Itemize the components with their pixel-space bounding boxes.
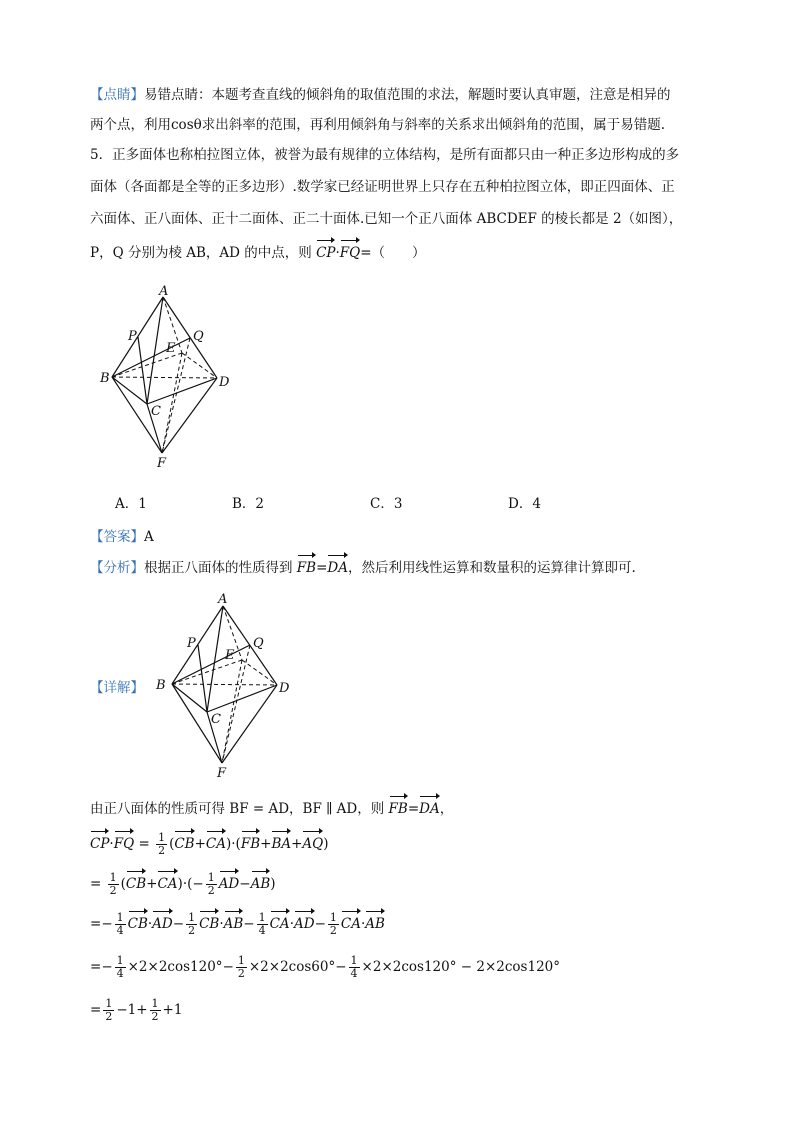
frac-den: 2 [109, 884, 117, 897]
question-line-3 [90, 209, 682, 229]
frac-num: 1 [151, 997, 159, 1010]
answer-value: A [144, 529, 154, 545]
analysis-line [90, 558, 636, 578]
eq-op-2: = [407, 801, 420, 817]
frac-den: 2 [207, 884, 215, 897]
label-C: C [151, 404, 161, 419]
vector-BA-s1: BA [271, 836, 292, 852]
frac-den: 2 [158, 844, 166, 857]
label-Q: Q [193, 329, 204, 344]
frac-num: 1 [105, 997, 113, 1010]
question-text-1: 5．正多面体也称柏拉图立体，被誉为最有规律的立体结构，是所有面都只由一种正多边形构成的多 [90, 147, 680, 163]
vector-CB-s1: CB [174, 836, 195, 852]
minus-s3b: − [172, 916, 185, 932]
vector-AB-s2: AB [250, 876, 271, 892]
eq-s1: = [138, 836, 150, 852]
frac-num: 1 [116, 911, 124, 924]
vector-FB-s1: FB [240, 836, 261, 852]
frac-num: 1 [329, 911, 337, 924]
frac-half-s2 [108, 872, 119, 897]
question-line-4 [90, 243, 426, 263]
label-B: B [100, 371, 110, 386]
vector-CB-s3b: CB [199, 916, 220, 932]
detail-step-5: = $\frac{1}{2}$ −1+ $\frac{1}{2}$ +1 [90, 997, 183, 1023]
question-blank: =（ ） [360, 245, 426, 261]
vector-CB-s2: CB [125, 876, 147, 892]
answer-label: 【答案】 [90, 529, 144, 545]
tip-line-2 [90, 115, 665, 135]
label-D: D [219, 375, 230, 390]
eq-op: = [316, 560, 328, 576]
detail-step-2: = $\frac{1}{2}$ (CB+CA)·(− $\frac{1}{2}$ AD−AB) [90, 871, 276, 897]
tip-text-2: 两个点，利用cosθ求出斜率的范围，再利用倾斜角与斜率的关系求出倾斜角的范围，属于易错题. [90, 117, 666, 133]
analysis-label: 【分析】 [90, 560, 144, 576]
option-d[interactable]: D．4 [508, 496, 541, 512]
label-A: A [159, 285, 169, 299]
frac-half-s2b [206, 872, 217, 897]
frac-den: 2 [105, 1010, 113, 1023]
vector-CB-s3a: CB [127, 916, 148, 932]
label-A-2: A [218, 592, 228, 607]
question-text-3: 六面体、正八面体、正十二面体、正二十面体.已知一个正八面体 ABCDEF 的棱长都是 2（如图）， [90, 211, 683, 227]
frac-quarter-s3c [257, 912, 268, 937]
label-P: P [128, 329, 137, 344]
question-text-2: 面体（各面都是全等的正多边形）.数学家已经证明世界上只存在五种柏拉图立体，即正四面体、正 [90, 179, 675, 195]
frac-quarter-s3a [115, 912, 126, 937]
frac-num: 1 [116, 954, 124, 967]
question-line-2 [90, 177, 675, 197]
vector-CP-s1: CP [90, 836, 110, 852]
detail-label-line [90, 678, 144, 698]
frac-quarter-s4a [115, 955, 126, 980]
minus-s3d: − [314, 916, 326, 932]
detail-label: 【详解】 [90, 680, 144, 696]
frac-num: 1 [188, 911, 196, 924]
vector-AD-s3c: AD [293, 916, 315, 932]
dot-op: · [335, 245, 340, 261]
minus-s2b: − [239, 876, 251, 892]
label-E-2: E [225, 648, 235, 663]
tip-text-1: 易错点睛：本题考查直线的倾斜角的取值范围的求法，解题时要认真审题，注意是相异的 [144, 87, 671, 103]
question-text-4: P，Q 分别为棱 AB，AD 的中点，则 [90, 245, 317, 261]
vector-FB: FB [296, 560, 317, 576]
vector-FB-2: FB [388, 801, 408, 817]
frac-half-s5a [103, 998, 114, 1023]
vector-AQ-s1: AQ [302, 836, 324, 852]
option-a[interactable]: A．1 [115, 496, 147, 512]
minus-s4b: − [222, 959, 234, 975]
frac-den: 2 [151, 1010, 159, 1023]
dot-s1: · [109, 836, 114, 852]
frac-num: 1 [350, 954, 358, 967]
frac-num: 1 [109, 871, 117, 884]
option-c[interactable]: C．3 [370, 496, 403, 512]
answer-line [90, 527, 154, 547]
tip-label: 【点睛】 [90, 87, 144, 103]
vector-FQ: FQ [339, 245, 361, 261]
tip-line-1 [90, 85, 671, 105]
label-P-2: P [187, 636, 196, 651]
label-E: E [166, 341, 176, 356]
frac-den: 2 [188, 924, 196, 937]
vector-AD-s3a: AD [152, 916, 173, 932]
detail-step-3: =− $\frac{1}{4}$ CB·AD− $\frac{1}{2}$ CB·AB− $\frac{1}{4}$ CA·AD− $\frac{1}{2}$ CA·AB [90, 911, 385, 937]
frac-den: 4 [258, 924, 266, 937]
vector-CP: CP [316, 245, 336, 261]
frac-half-s5b [150, 998, 161, 1023]
label-F: F [157, 456, 167, 470]
vector-AB-s3d: AB [365, 916, 385, 932]
frac-den: 4 [116, 924, 124, 937]
vector-AB-s3b: AB [223, 916, 244, 932]
vector-CA-s2: CA [157, 876, 178, 892]
minus-s2: − [192, 876, 204, 892]
detail-step-1: CP·FQ = $\frac{1}{2}$ (CB+CA)·(FB+BA+AQ) [90, 831, 329, 857]
minus-s4a: − [101, 959, 113, 975]
detail-line-1: 由正八面体的性质可得 BF = AD，BF ∥ AD，则 FB=DA， [90, 801, 454, 817]
label-Q-2: Q [253, 636, 264, 651]
detail-text-1: 由正八面体的性质可得 BF = AD，BF ∥ AD，则 [90, 801, 389, 817]
frac-half-s3d [328, 912, 339, 937]
option-b[interactable]: B．2 [232, 496, 265, 512]
frac-num: 1 [258, 911, 266, 924]
frac-num: 1 [237, 954, 245, 967]
vector-CA-s3c: CA [269, 916, 290, 932]
question-line-1 [90, 145, 679, 165]
label-F-2: F [217, 766, 227, 781]
eq-s3: = [90, 916, 102, 932]
eq-s2: = [90, 876, 102, 892]
frac-den: 2 [237, 967, 245, 980]
frac-half-s3b [186, 912, 197, 937]
label-D-2: D [279, 681, 290, 696]
octahedron-figure-1 [90, 285, 250, 470]
frac-den: 4 [116, 967, 124, 980]
detail-step-4: =− $\frac{1}{4}$ ×2×2cos120°− $\frac{1}{2}$ ×2×2cos60°− $\frac{1}{4}$ ×2×2cos120° − 2×2cos120° [90, 954, 560, 980]
vector-DA-2: DA [419, 801, 440, 817]
frac-den: 4 [350, 967, 358, 980]
frac-quarter-s4c [349, 955, 360, 980]
label-B-2: B [156, 678, 166, 693]
analysis-text-pre: 根据正八面体的性质得到 [144, 560, 297, 576]
octahedron-figure-2 [150, 588, 310, 783]
frac-den: 2 [329, 924, 337, 937]
frac-half-s4b [236, 955, 247, 980]
vector-DA: DA [327, 560, 348, 576]
frac-num: 1 [207, 871, 215, 884]
frac-num: 1 [158, 831, 166, 844]
minus-s4c: − [335, 959, 347, 975]
vector-CA-s1: CA [205, 836, 226, 852]
eq-s4: = [90, 959, 102, 975]
vector-AD-s2: AD [218, 876, 240, 892]
label-C-2: C [211, 712, 221, 727]
vector-FQ-s1: FQ [113, 836, 135, 852]
eq-s5: = [90, 1002, 102, 1018]
vector-CA-s3d: CA [340, 916, 361, 932]
minus-s3: − [101, 916, 113, 932]
analysis-text-post: ，然后利用线性运算和数量积的运算律计算即可. [347, 560, 636, 576]
options [115, 492, 635, 512]
minus-s3c: − [243, 916, 255, 932]
frac-half-s1 [156, 832, 167, 857]
